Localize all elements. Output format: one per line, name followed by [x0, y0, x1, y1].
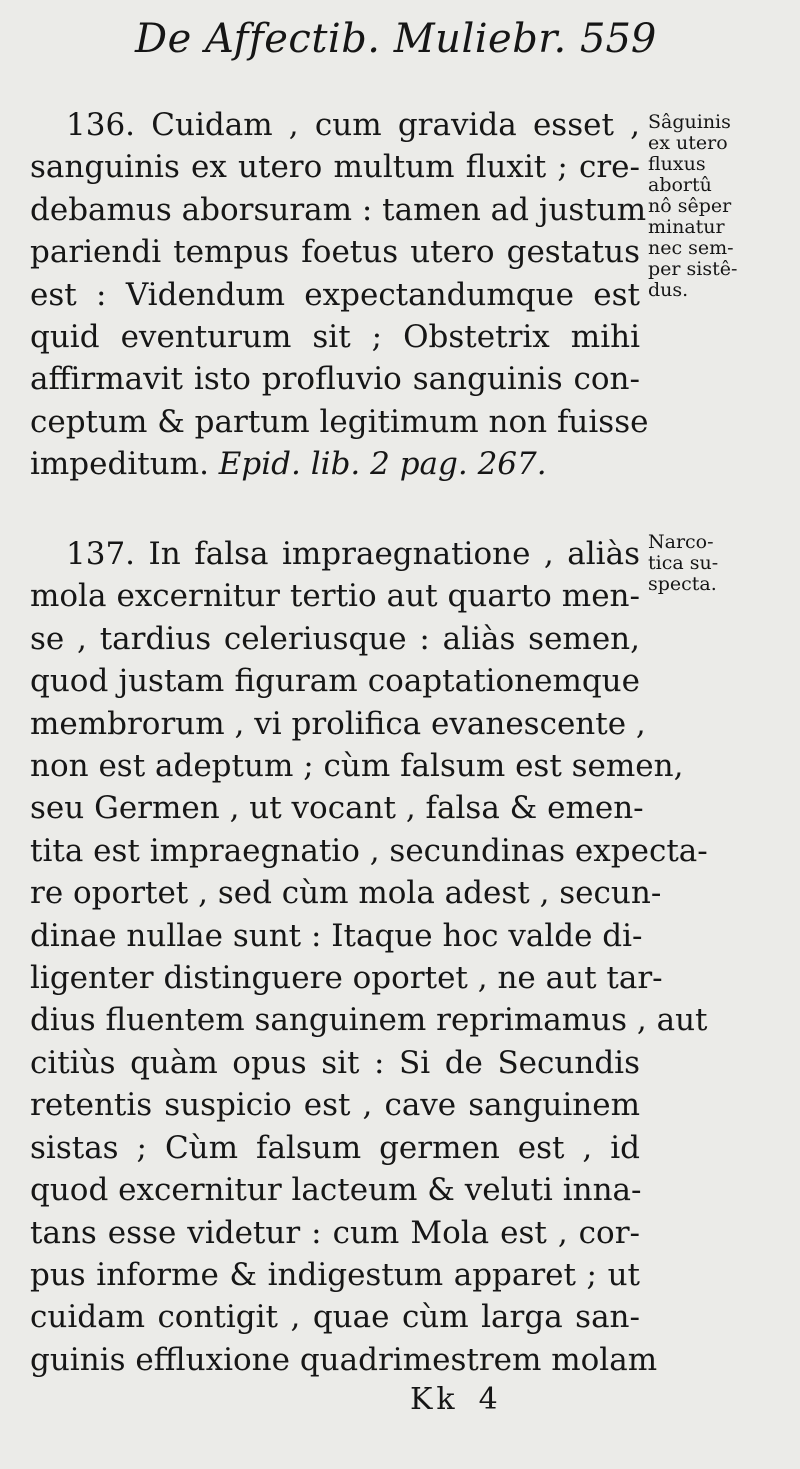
text-line: membrorum , vi prolifica evanescente , — [30, 705, 646, 742]
margin-line: nec sem- — [648, 237, 734, 259]
running-head — [135, 12, 655, 72]
running-title: De Affectib. Muliebr. — [135, 16, 567, 62]
signature-number: 4 — [478, 1382, 502, 1417]
margin-line: abortû — [648, 174, 712, 196]
text-line: retentis suspicio est , cave sanguinem — [30, 1087, 640, 1124]
text-line: 136. Cuidam , cum gravida esset , — [66, 107, 641, 143]
text-line: debamus aborsuram : tamen ad justum — [30, 191, 647, 228]
margin-line: dus. — [648, 279, 689, 301]
text-line: cuidam contigit , quae cùm larga san- — [30, 1299, 640, 1336]
text-line: pariendi tempus foetus utero gestatus — [30, 234, 640, 271]
paragraph-number: 137. — [66, 536, 136, 572]
margin-line: ex utero — [648, 132, 728, 154]
text-line: dius fluentem sanguinem reprimamus , aut — [30, 1002, 708, 1039]
text-line: quod justam figuram coaptationemque — [30, 663, 640, 700]
text-line: non est adeptum ; cùm falsum est semen, — [30, 748, 684, 785]
text-line: citiùs quàm opus sit : Si de Secundis — [30, 1044, 640, 1081]
margin-line: specta. — [648, 573, 717, 595]
text-line: ceptum & partum legitimum non fuisse — [30, 403, 649, 440]
margin-line: per sistê- — [648, 258, 738, 280]
text-line: tans esse videtur : cum Mola est , cor- — [30, 1214, 640, 1251]
text-line: pus informe & indigestum apparet ; ut — [30, 1256, 640, 1293]
margin-line: nô sêper — [648, 195, 732, 217]
margin-line: Narco- — [648, 531, 714, 553]
text-line: ligenter distinguere oportet , ne aut tar- — [30, 960, 663, 997]
margin-line: minatur — [648, 216, 725, 238]
text-line: tita est impraegnatio , secundinas expecta- — [30, 832, 708, 869]
text-line: re oportet , sed cùm mola adest , secun- — [30, 875, 662, 912]
text-line: dinae nullae sunt : Itaque hoc valde di- — [30, 917, 643, 954]
text-line: sistas ; Cùm falsum germen est , id — [30, 1129, 640, 1166]
text-line: affirmavit isto profluvio sanguinis con- — [30, 361, 640, 398]
text-line: impeditum. Epid. lib. 2 pag. 267. — [30, 446, 547, 483]
citation: Epid. lib. 2 pag. 267. — [218, 446, 547, 483]
margin-line: tica su- — [648, 552, 719, 574]
text-line: est : Videndum expectandumque est — [30, 276, 640, 313]
text-line: 137. In falsa impraegnatione , aliàs — [66, 536, 640, 572]
text-line: mola excernitur tertio aut quarto men- — [30, 578, 640, 615]
paragraph-136 — [30, 104, 649, 486]
margin-line: fluxus — [648, 153, 706, 175]
text-line: quod excernitur lacteum & veluti inna- — [30, 1172, 642, 1209]
catchword: Kk — [410, 1382, 459, 1417]
text-line: sanguinis ex utero multum fluxit ; cre- — [30, 149, 640, 186]
text-line: seu Germen , ut vocant , falsa & emen- — [30, 790, 644, 827]
margin-note-137 — [648, 532, 778, 595]
text-line: guinis effluxione quadrimestrem molam — [30, 1341, 658, 1378]
margin-line: Sâguinis — [648, 111, 731, 133]
paragraph-number: 136. — [66, 107, 136, 143]
page-number: 559 — [580, 16, 657, 62]
text-line: quid eventurum sit ; Obstetrix mihi — [30, 319, 640, 356]
margin-note-136 — [648, 112, 778, 301]
text-line: se , tardius celeriusque : aliàs semen, — [30, 620, 640, 657]
signature-mark — [410, 1382, 502, 1417]
